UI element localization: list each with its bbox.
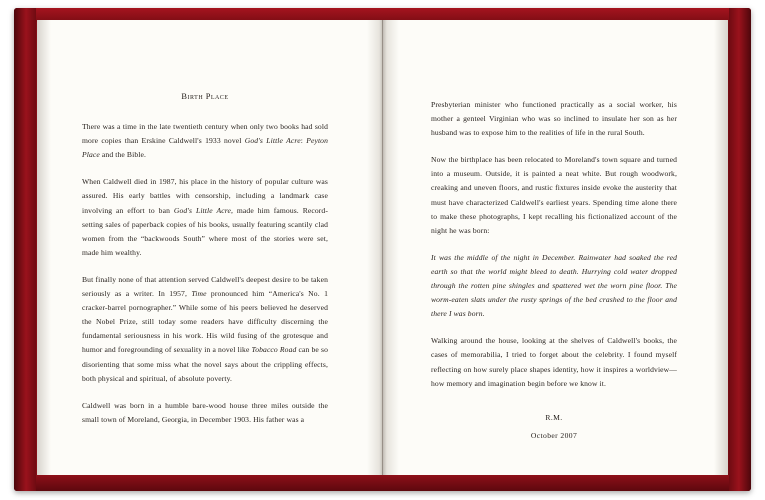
open-book — [14, 8, 751, 491]
left-page-body — [82, 120, 328, 427]
paragraph: When Caldwell died in 1987, his place in the history of popular culture was assured. His early battles with censorship, including a landmark case involving an effort to ban God's Little Acre, made him famous. Record-setting sales of paperback copies of his books, usually featuring scantily clad women from the “backwoods South” where most of the stories were set, made him wealthy. — [82, 177, 328, 257]
paragraph: Caldwell was born in a humble bare-wood house three miles outside the small town of Moreland, Georgia, in December 1903. His father was a — [82, 400, 328, 424]
left-page-text-column — [82, 90, 328, 440]
paragraph: Presbyterian minister who functioned practically as a social worker, his mother a genteel Virginian who was so inclined to insulate her son as her husband was to expose him to the realities of life in the rural South. — [431, 100, 677, 138]
paragraph: But finally none of that attention served Caldwell's deepest desire to be taken seriously as a writer. In 1957, Time pronounced him “America's No. 1 cracker-barrel pornographer.” While some of his peers believed he deserved the Nobel Prize, still today some readers have difficulty discerning the fundamental seriousness in his work. His wild fusing of the grotesque and humor and foregrounding of sexuality in a novel like Tobacco Road can be so disorienting that some miss what the novel says about the crippling effects, both physical and spiritual, of absolute poverty. — [82, 274, 328, 383]
chapter-title: Birth Place — [181, 92, 229, 101]
book-cover-bottom-edge — [14, 475, 751, 491]
paragraph: There was a time in the late twentieth century when only two books had sold more copies than Erskine Caldwell's 1933 novel God's Little Acre: Peyton Place and the Bible. — [82, 122, 329, 160]
book-gutter-line — [382, 20, 383, 475]
author-signature — [431, 411, 677, 443]
paragraph: Walking around the house, looking at the shelves of Caldwell's books, the cases of memorabilia, I tried to forget about the celebrity. I found myself reflecting on how surely place shapes identity, how it inspires a worldview—how memory and imagination begin before we know it. — [431, 336, 677, 388]
right-page-body — [431, 98, 677, 391]
signature-initials: R.M. — [545, 412, 563, 422]
paragraph: Now the birthplace has been relocated to Moreland's town square and turned into a museum. Outside, it is painted a neat white. But rough woodwork, creaking and uneven floors, and rustic fixtures inside evoke the austerity that must have characterized Caldwell's earliest years. Spending time alone there to make these photographs, I kept recalling his fictionalized account of the night he was born: — [431, 155, 677, 235]
book-cover-left-edge — [14, 8, 36, 491]
right-page-text-column — [431, 98, 677, 443]
block-quote: It was the middle of the night in December. Rainwater had soaked the red earth so that the world might bleed to death. Hurrying cold water dropped through the rotten pine shingles and spattered wet the worn pine floor. The worm-eaten slats under the rusty springs of the bed crashed to the floor and there I was born. — [431, 252, 677, 319]
book-cover-right-edge — [729, 8, 751, 491]
paper-block — [37, 20, 728, 475]
signature-date: October 2007 — [530, 430, 578, 440]
